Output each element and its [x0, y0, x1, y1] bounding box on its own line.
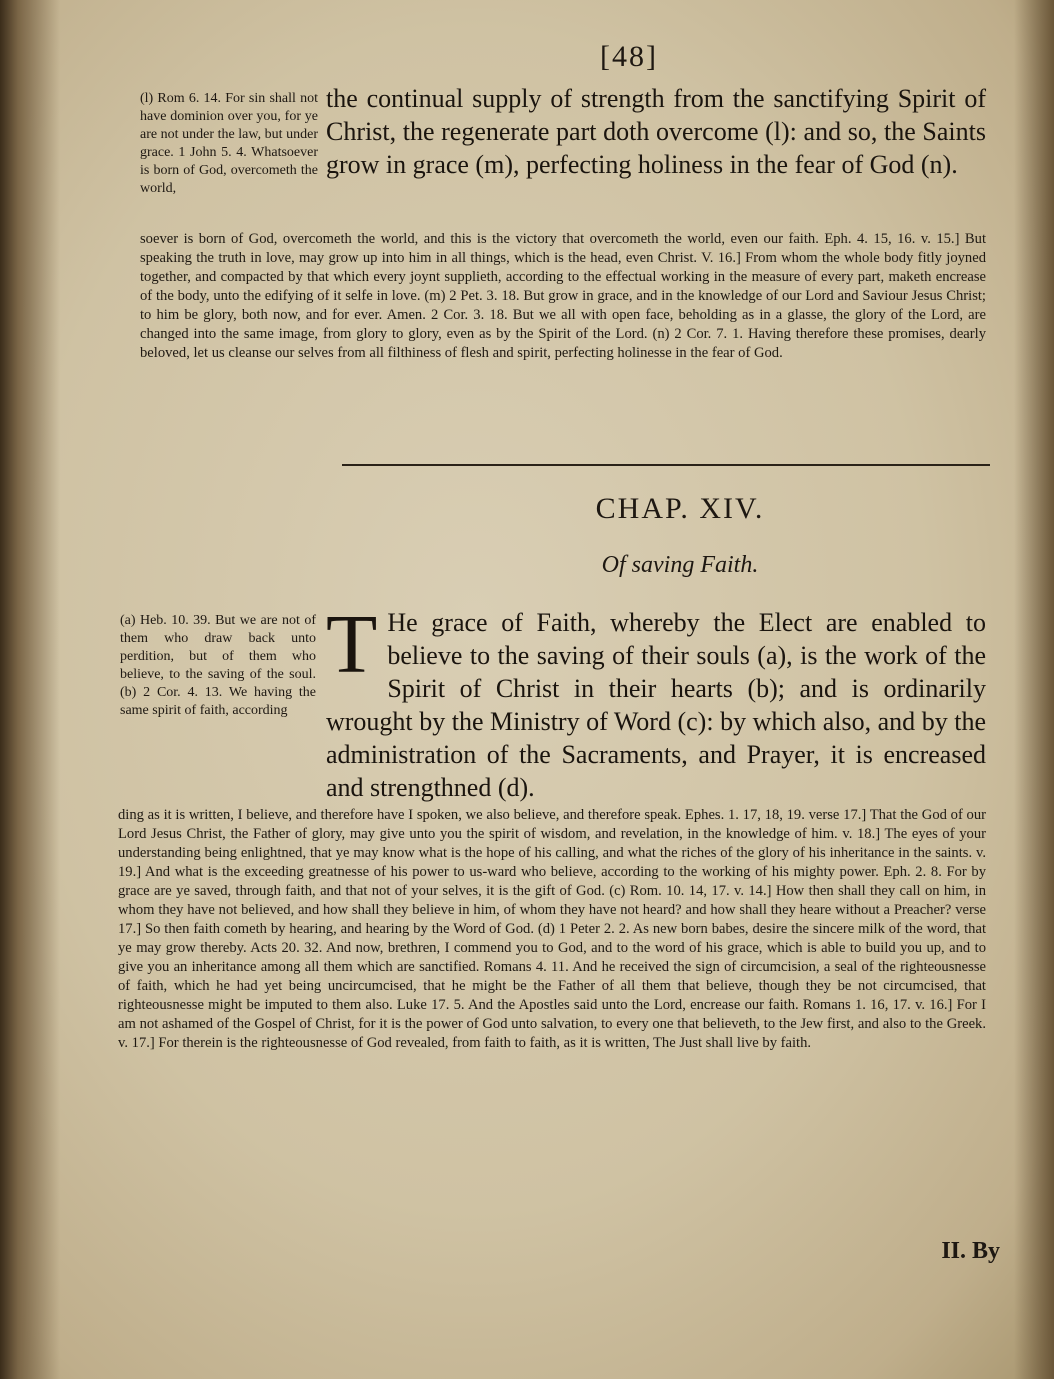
gutter-shadow	[0, 0, 60, 1379]
chapter-subtitle: Of saving Faith.	[601, 552, 759, 578]
top-body-text: the continual supply of strength from the sanctifying Spirit of Christ, the regenerate part doth overcome (l): and so, the Saints grow in grace (m), perfecting holiness in the fear of God (n).	[326, 84, 986, 179]
page-edge-shadow	[1014, 0, 1054, 1379]
top-footnote: soever is born of God, overcometh the world, and this is the victory that overcometh the world, even our faith. Eph. 4. 15, 16. v. 15.] But speaking the truth in love, may grow up into him in all things, which is the head, even Christ. V. 16.] From whom the whole body fitly joyned together, and compacted by that which every joynt supplieth, according to the effectual working in the measure of every part, maketh encrease of the body, unto the edifying of it selfe in love. (m) 2 Pet. 3. 18. But grow in grace, and in the knowledge of our Lord and Saviour Jesus Christ; to him be glory, both now, and for ever. Amen. 2 Cor. 3. 18. But we all with open face, beholding as in a glasse, the glory of the Lord, are changed into the same image, from glory to glory, even as by the Spirit of the Lord. (n) 2 Cor. 7. 1. Having therefore these promises, dearly beloved, let us cleanse our selves from all filthiness of flesh and spirit, perfecting holinesse in the fear of God.	[140, 231, 986, 361]
catchword: II. By	[941, 1238, 1000, 1264]
section-rule	[342, 464, 990, 466]
top-margin-note: (l) Rom 6. 14. For sin shall not have dominion over you, for ye are not under the law, but under grace. 1 John 5. 4. Whatsoever is born of God, overcometh the world,	[140, 91, 318, 196]
main-body-paragraph: He grace of Faith, whereby the Elect are enabled to believe to the saving of their souls (a), is the work of the Spirit of Christ in their hearts (b); and is ordinarily wrought by the Ministry of Word (c): by which also, and by the administration of the Sacraments, and Prayer, it is encreased and strengthned (d).	[326, 608, 986, 802]
drop-cap: T	[326, 598, 378, 691]
main-footnote: ding as it is written, I believe, and therefore have I spoken, we also believe, and therefore speak. Ephes. 1. 17, 18, 19. verse 17.] That the God of our Lord Jesus Christ, the Father of glory, may give unto you the spirit of wisdom, and revelation, in the knowledge of him. v. 18.] The eyes of your understanding being enlightned, that ye may know what is the hope of his calling, and what the riches of the glory of his inheritance in the saints. v. 19.] And what is the exceeding greatnesse of his power to us-ward who believe, according to the working of his mighty power. Eph. 2. 8. For by grace are ye saved, through faith, and that not of your selves, it is the gift of God. (c) Rom. 10. 14, 17. v. 14.] How then shall they call on him, in whom they have not believed, and how shall they believe in him, of whom they have not heard? and how shall they heare without a Preacher? verse 17.] So then faith cometh by hearing, and hearing by the Word of God. (d) 1 Peter 2. 2. As new born babes, desire the sincere milk of the word, that ye may grow thereby. Acts 20. 32. And now, brethren, I commend you to God, and to the word of his grace, which is able to build you up, and to give you an inheritance among all them which are sanctified. Romans 4. 11. And he received the sign of circumcision, a seal of the righteousnesse of faith, which he had yet being uncircumcised, that he might be the Father of all them that believe, though they be not circumcised, that righteousnesse might be imputed to them also. Luke 17. 5. And the Apostles said unto the Lord, encrease our faith. Romans 1. 16, 17. v. 16.] For I am not ashamed of the Gospel of Christ, for it is the power of God unto salvation, to every one that believeth, to the Jew first, and also to the Greek. v. 17.] For therein is the righteousnesse of God revealed, from faith to faith, as it is written, The Just shall live by faith.	[118, 807, 986, 1051]
main-body-text	[326, 598, 986, 804]
page-number: [48]	[600, 40, 658, 73]
main-margin-note: (a) Heb. 10. 39. But we are not of them who draw back unto perdition, but of them who believe, to the saving of the soul. (b) 2 Cor. 4. 13. We having the same spirit of faith, according	[120, 613, 316, 718]
chapter-title: CHAP. XIV.	[595, 492, 765, 525]
